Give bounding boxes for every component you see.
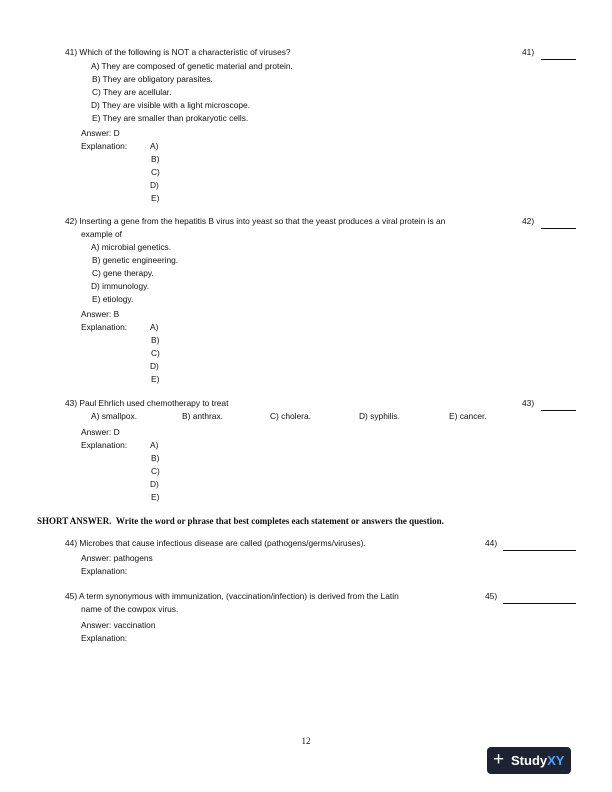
q41-choice: C) They are acellular. — [92, 87, 172, 97]
q45-answer-blank[interactable] — [503, 603, 576, 604]
section-instruction: Write the word or phrase that best completes each statement or answers the question. — [115, 516, 444, 526]
q45-question-cont: name of the cowpox virus. — [81, 604, 179, 614]
logo-text — [511, 753, 564, 768]
q43-explanation-label: Explanation: — [81, 440, 128, 450]
q41-explanation-item: E) — [151, 193, 160, 203]
q43-choice: D) syphilis. — [359, 411, 400, 421]
q43-choice: E) cancer. — [449, 411, 487, 421]
q44-explanation-label: Explanation: — [81, 566, 128, 576]
q44-question: 44) Microbes that cause infectious disease are called (pathogens/germs/viruses). — [65, 538, 366, 548]
q44-answer: Answer: pathogens — [81, 553, 153, 563]
q41-number: 41) — [522, 47, 535, 57]
q41-choice: A) They are composed of genetic material and protein. — [91, 61, 293, 71]
q43-question: 43) Paul Ehrlich used chemotherapy to treat — [65, 398, 229, 408]
q42-answer-blank[interactable] — [541, 228, 576, 229]
q43-answer-blank[interactable] — [541, 410, 576, 411]
q43-choice: B) anthrax. — [182, 411, 223, 421]
q41-choice: B) They are obligatory parasites. — [92, 74, 213, 84]
q42-choice: A) microbial genetics. — [91, 242, 172, 252]
q41-explanation-item: A) — [150, 141, 159, 151]
q42-explanation-item: A) — [150, 322, 159, 332]
q43-answer: Answer: D — [81, 427, 120, 437]
q43-explanation-item: A) — [150, 440, 159, 450]
logo-prefix: Study — [511, 753, 548, 768]
studyxy-logo[interactable] — [487, 747, 571, 774]
q41-answer: Answer: D — [81, 128, 120, 138]
q43-explanation-item: D) — [150, 479, 159, 489]
q41-explanation-item: B) — [151, 154, 160, 164]
q42-explanation-item: E) — [151, 374, 160, 384]
q42-number: 42) — [522, 216, 535, 226]
q41-choice: D) They are visible with a light microscope. — [91, 100, 251, 110]
section-title: SHORT ANSWER. — [37, 516, 112, 526]
q43-explanation-item: B) — [151, 453, 160, 463]
q45-question: 45) A term synonymous with immunization, (vaccination/infection) is derived from the Latin — [65, 591, 399, 601]
q42-explanation-item: D) — [150, 361, 159, 371]
section-heading — [37, 516, 444, 526]
q42-question: 42) Inserting a gene from the hepatitis B virus into yeast so that the yeast produces a viral protein is an — [65, 216, 446, 226]
q43-choice: A) smallpox. — [91, 411, 138, 421]
q42-choice: C) gene therapy. — [92, 268, 154, 278]
q41-choice: E) They are smaller than prokaryotic cells. — [92, 113, 249, 123]
q41-explanation-item: C) — [151, 167, 160, 177]
q42-choice: E) etiology. — [92, 294, 134, 304]
q45-answer: Answer: vaccination — [81, 620, 156, 630]
q45-number: 45) — [485, 591, 498, 601]
q43-choice: C) cholera. — [270, 411, 311, 421]
page-number: 12 — [301, 736, 311, 746]
q44-number: 44) — [485, 538, 498, 548]
q42-choice: B) genetic engineering. — [92, 255, 179, 265]
q44-answer-blank[interactable] — [503, 550, 576, 551]
q42-answer: Answer: B — [81, 309, 120, 319]
q43-number: 43) — [522, 398, 535, 408]
q43-explanation-item: E) — [151, 492, 160, 502]
q45-explanation-label: Explanation: — [81, 633, 128, 643]
q41-explanation-label: Explanation: — [81, 141, 128, 151]
q42-choice: D) immunology. — [91, 281, 150, 291]
q42-explanation-item: C) — [151, 348, 160, 358]
q42-explanation-label: Explanation: — [81, 322, 128, 332]
logo-suffix: XY — [547, 753, 565, 768]
plus-icon: + — [493, 749, 505, 770]
q41-answer-blank[interactable] — [541, 59, 576, 60]
q41-question: 41) Which of the following is NOT a characteristic of viruses? — [65, 47, 291, 57]
q43-explanation-item: C) — [151, 466, 160, 476]
q42-explanation-item: B) — [151, 335, 160, 345]
q41-explanation-item: D) — [150, 180, 159, 190]
q42-question-cont: example of — [81, 229, 122, 239]
